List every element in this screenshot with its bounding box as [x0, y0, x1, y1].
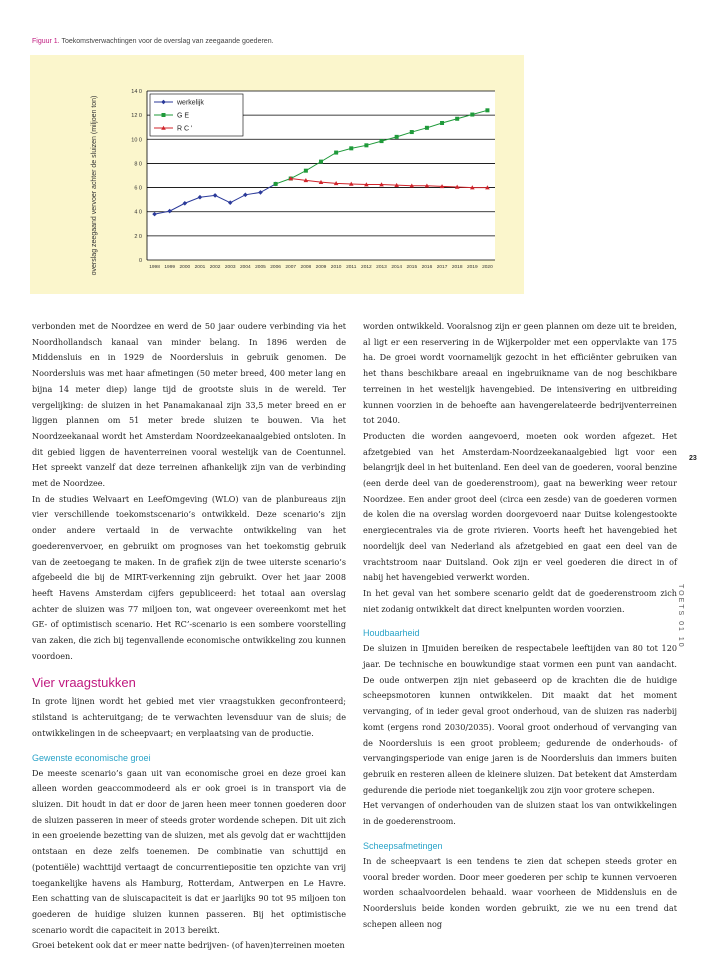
paragraph: In grote lijnen wordt het gebied met vier vraagstukken geconfronteerd; stilstand is achteruitgang; de te verwachten levensduur van de sluis; de ontwikkelingen in de scheepvaart; en verplaatsing van de productie.	[32, 696, 346, 738]
y-tick-label: 12 0	[131, 113, 142, 120]
paragraph: Producten die worden aangevoerd, moeten ook worden afgezet. Het afzetgebied van het Amsterdam-Noordzeekanaalgebied ligt voor een belangrijk deel in het buitenland. Een deel van de goederen, vooral benzine (een derde deel van de goederenstroom), gaat na bewerking weer retour Noordzee. Een ander groot deel (circa een zesde) van de goederen vormen de kolen die na overslag worden doorgevoerd naar Duitse kolengestookte energiecentrales via de grote rivieren. Voorts heeft het havengebied het noordelijk deel van Nederland als afzetgebied en gaat een deel van de vrachtstroom naar Duitsland. Ook zijn er veel goederen die direct in of nabij het havengebied verwerkt worden.	[363, 430, 677, 583]
figure-label: Figuur 1.	[32, 38, 60, 45]
x-tick-label: 2009	[315, 265, 327, 270]
data-point	[485, 108, 489, 112]
x-tick-label: 2013	[376, 265, 387, 270]
x-tick-label: 2019	[466, 265, 478, 270]
journal-side-label: TOETS 01 10	[677, 584, 684, 649]
data-point	[304, 169, 308, 173]
x-tick-label: 2017	[436, 265, 448, 270]
data-point	[455, 117, 459, 121]
y-axis-label: overslag zeegaand vervoer achter de sluizen (miljoen ton)	[91, 95, 98, 276]
data-point	[395, 135, 399, 139]
x-tick-label: 2000	[179, 265, 191, 270]
data-point	[274, 182, 278, 186]
x-tick-label: 2002	[209, 265, 221, 270]
x-tick-label: 2012	[361, 265, 372, 270]
figure-caption	[32, 38, 274, 45]
x-tick-label: 2005	[255, 265, 266, 270]
figure-caption-text: Toekomstverwachtingen voor de overslag van zeegaande goederen.	[61, 38, 274, 45]
subsection-heading: Scheepsafmetingen	[363, 840, 443, 851]
paragraph: Groei betekent ook dat er meer natte bedrijven- (of haven)terreinen moeten	[32, 940, 345, 951]
x-tick-label: 2020	[482, 265, 493, 270]
x-tick-label: 2011	[346, 265, 357, 270]
x-tick-label: 2007	[285, 265, 297, 270]
x-tick-label: 2004	[240, 265, 251, 270]
y-tick-label: 0	[138, 258, 142, 264]
x-tick-label: 2001	[194, 265, 206, 270]
page-number: 23	[689, 455, 697, 462]
data-point	[380, 139, 384, 143]
y-tick-label: 10 0	[131, 137, 142, 144]
paragraph: De meeste scenario’s gaan uit van economische groei en deze groei kan alleen worden geaccommodeerd als er ook groei is in transport via de sluizen. Dit houdt in dat er door de jaren heen meer tonnen goederen door de sluizen passeren in meer of steeds groter wordende schepen. Dit uit zich in een groeiende bezetting van de sluizen, met als gevolg dat er wachttijden ontstaan en deze zelfs toenemen. De combinatie van schuttijd en (potentiële) wachttijd vertaagt de concurrentiepositie ten opzichte van vrij toegankelijke havens als Hamburg, Rotterdam, Antwerpen en Le Havre. Een schatting van de sluiscapaciteit is dat er jaarlijks 90 tot 95 miljoen ton goederen de huidige sluizen kunnen passeren. Bij het optimistische scenario wordt die capaciteit in 2013 bereikt.	[32, 767, 346, 935]
y-tick-label: 4 0	[134, 209, 142, 216]
y-tick-label: 14 0	[131, 89, 142, 95]
data-point	[410, 130, 414, 134]
x-tick-label: 2014	[391, 265, 402, 270]
x-tick-label: 2016	[421, 265, 433, 270]
x-tick-label: 2008	[300, 265, 312, 270]
y-tick-label: 2 0	[134, 233, 142, 240]
paragraph: verbonden met de Noordzee en werd de 50 jaar oudere verbinding via het Noordhollandsch kanaal van minder belang. In 1896 werden de Middensluis en in 1929 de Noordersluis in gebruik genomen. De Noordersluis was met haar afmetingen (50 meter breed, 400 meter lang en bijna 14 meter diep) lange tijd de grootste sluis in de wereld. Ter vergelijking: de sluizen in het Panamakanaal zijn 33,5 meter breed en er liggen plannen om 51 meter brede sluizen te bouwen. Via het Noordzeekanaal wordt het Amsterdam Noordzeekanaalgebied ontsloten. In dit gebied liggen de haventerreinen vooral westelijk van de Coentunnel. Het spreekt vanzelf dat deze terreinen afhankelijk zijn van de verbinding met de Noordzee.	[32, 321, 346, 489]
data-point	[334, 151, 338, 155]
subsection-heading: Gewenste economische groei	[32, 752, 151, 763]
paragraph: worden ontwikkeld. Vooralsnog zijn er geen plannen om deze uit te breiden, al ligt er een reservering in de Wijkerpolder met een oppervlakte van 175 ha. De groei wordt voornamelijk gezocht in het efficiënter gebruiken van het thans beschikbare areaal en ingebruikname van de nog beschikbare terreinen in het westelijk havengebied. De intensivering en uitbreiding kunnen voorzien in de behoefte aan havengerelateerde bedrijventerreinen tot 2040.	[363, 321, 677, 426]
paragraph: In het geval van het sombere scenario geldt dat de goederenstroom zich niet zodanig ontwikkelt dat direct knelpunten worden voorzien.	[363, 587, 677, 614]
paragraph: De sluizen in IJmuiden bereiken de respectabele leeftijden van 80 tot 120 jaar. De technische en bouwkundige staat vormen een punt van aandacht. De oude ontwerpen zijn niet gebaseerd op de krachten die de huidige scheepsmotoren kunnen ontwikkelen. Dit maakt dat het moment vervanging, of in ieder geval groot onderhoud, van de sluizen ras naderbij komt (ergens rond 2030/2035). Vooral groot onderhoud of vervanging van de Noordersluis is een groot probleem; gedurende de onderhouds- of vervangingsperiode van enige jaren is de Noordersluis dan immers buiten gebruik en resteren alleen de kleinere sluizen. Dat betekent dat Amsterdam gedurende die periode niet toegankelijk zou zijn voor grotere schepen.	[363, 643, 677, 795]
left-column	[32, 319, 346, 954]
line-chart	[30, 55, 524, 294]
x-tick-label: 2003	[224, 265, 236, 270]
legend-label: R C '	[177, 125, 193, 133]
paragraph: Het vervangen of onderhouden van de sluizen staat los van ontwikkelingen in de goederenstroom.	[363, 800, 677, 827]
subsection-heading: Houdbaarheid	[363, 628, 420, 639]
x-tick-label: 2015	[406, 265, 418, 270]
data-point	[425, 126, 429, 130]
x-tick-label: 2006	[270, 265, 281, 270]
y-tick-label: 8 0	[134, 161, 142, 168]
x-tick-label: 1998	[149, 265, 160, 270]
data-point	[349, 146, 353, 150]
x-tick-label: 2010	[330, 265, 342, 270]
right-column	[363, 319, 677, 932]
data-point	[470, 113, 474, 117]
data-point	[319, 160, 323, 164]
section-heading: Vier vraagstukken	[32, 675, 136, 691]
paragraph: In de studies Welvaart en LeefOmgeving (WLO) van de planbureaus zijn vier verschillende toekomstscenario’s ontwikkeld. Deze scenario’s zijn onder andere vertaald in de verwachte ontwikkeling van het goederenvervoer, en gebruikt om prognoses van het toekomstig gebruik van de zeetoegang te maken. In de grafiek zijn de twee uiterste scenario’s afgebeeld die bij de MIRT-verkenning zijn gebruikt. Over het jaar 2008 heeft Havens Amsterdam cijfers gepubliceerd: het totaal aan overslag achter de sluizen was 77 miljoen ton, wat ongeveer overeenkomt met het GE- of optimistisch scenario. Het RC’-scenario is een sombere voorstelling van zaken, die zich bij tegenvallende economische ontwikkeling zou kunnen voordoen.	[32, 493, 346, 661]
legend-label: werkelijk	[177, 99, 204, 107]
chart-panel	[30, 55, 524, 294]
paragraph: In de scheepvaart is een tendens te zien dat schepen steeds groter en vooral breder worden. Door meer goederen per schip te kunnen vervoeren worden schaalvoordelen behaald. waar voorheen de Middensluis en de Noordersluis beide konden worden gebruikt, zie we nu een trend dat schepen alleen nog	[363, 855, 677, 929]
x-tick-label: 2018	[451, 265, 463, 270]
y-tick-label: 6 0	[134, 185, 142, 192]
legend-label: G E	[177, 112, 190, 120]
data-point	[440, 121, 444, 125]
data-point	[364, 143, 368, 147]
legend-marker	[162, 113, 166, 117]
x-tick-label: 1999	[164, 265, 176, 270]
